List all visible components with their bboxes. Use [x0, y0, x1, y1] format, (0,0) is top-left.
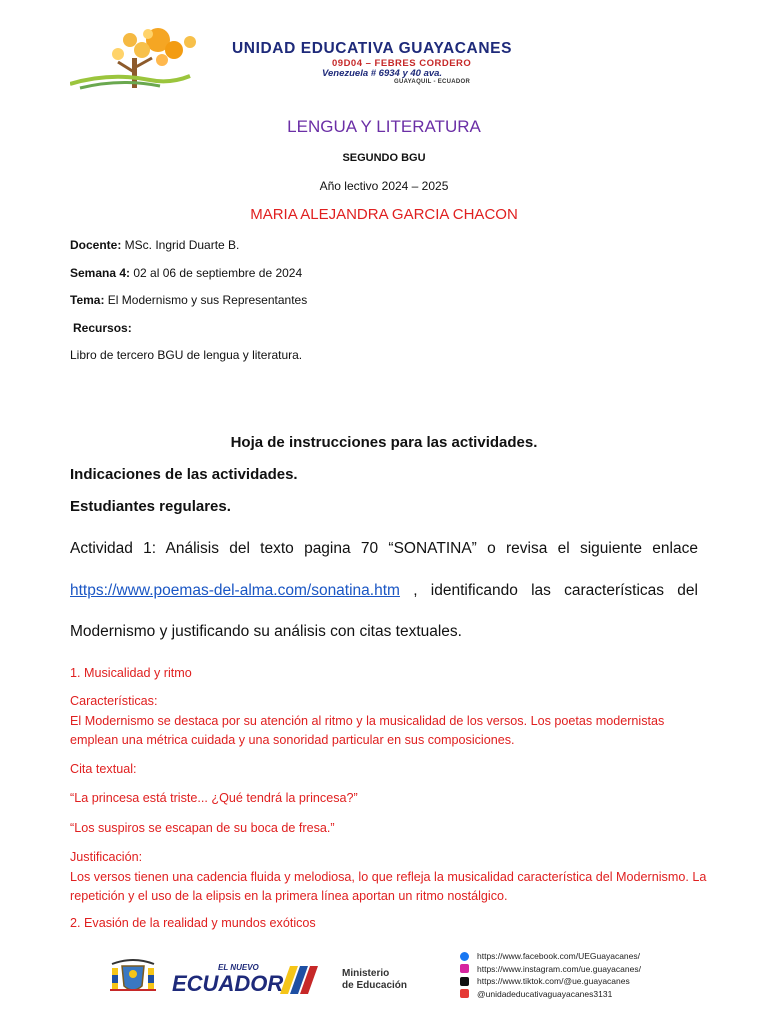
- justification-block: [70, 848, 710, 907]
- sonatina-link[interactable]: https://www.poemas-del-alma.com/sonatina.htm: [70, 581, 400, 599]
- social-links: [460, 950, 700, 1000]
- school-name: UNIDAD EDUCATIVA GUAYACANES: [232, 40, 513, 57]
- email-handle: @unidadeducativaguayacanes3131: [477, 988, 613, 999]
- indications-heading: Indicaciones de las actividades.: [70, 466, 298, 483]
- justification-text: Los versos tienen una cadencia fluida y melodiosa, lo que refleja la musicalidad característica del Modernismo. La repetición y el uso de la elipsis en la primera línea aportan un ritmo nostálgico.: [70, 869, 707, 903]
- facebook-url: https://www.facebook.com/UEGuayacanes/: [477, 951, 640, 962]
- topic-line: [70, 293, 307, 307]
- quote-1: “La princesa está triste... ¿Qué tendrá la princesa?”: [70, 791, 358, 805]
- activity-text-after: , identificando las características del Modernismo y justificando su análisis con citas textuales.: [70, 581, 698, 640]
- ministerio-line1: Ministerio: [342, 968, 390, 979]
- school-year: Año lectivo 2024 – 2025: [319, 179, 449, 193]
- letterhead-footer: [70, 946, 700, 1002]
- resources-book: Libro de tercero BGU de lengua y literatura.: [70, 348, 303, 362]
- topic-value: El Modernismo y sus Representantes: [104, 293, 308, 307]
- week-line: [70, 266, 302, 280]
- coat-of-arms-icon: [108, 958, 158, 996]
- tiktok-url: https://www.tiktok.com/@ue.guayacanes: [477, 976, 630, 987]
- resources-label: Recursos:: [73, 321, 132, 335]
- facebook-icon: [460, 952, 469, 961]
- section-1-title: 1. Musicalidad y ritmo: [70, 666, 192, 680]
- topic-label: Tema:: [70, 293, 105, 307]
- instructions-title: Hoja de instrucciones para las actividades.: [230, 434, 538, 451]
- email-icon: [460, 989, 469, 998]
- resources-line: [73, 321, 132, 335]
- grade-label: SEGUNDO BGU: [342, 152, 426, 164]
- teacher-value: MSc. Ingrid Duarte B.: [121, 238, 240, 252]
- characteristics-label: Características:: [70, 694, 158, 708]
- justification-label: Justificación:: [70, 850, 143, 864]
- school-address: Venezuela # 6934 y 40 ava.: [322, 68, 443, 79]
- week-value: 02 al 06 de septiembre de 2024: [130, 266, 303, 280]
- quote-label: Cita textual:: [70, 762, 137, 776]
- ecuador-small-text: EL NUEVO: [218, 963, 259, 972]
- section-2-title: 2. Evasión de la realidad y mundos exóticos: [70, 916, 316, 930]
- social-row-email[interactable]: [460, 988, 700, 1001]
- instagram-icon: [460, 964, 469, 973]
- letterhead-header: [70, 28, 700, 88]
- activity-paragraph: [70, 528, 698, 653]
- quote-2: “Los suspiros se escapan de su boca de fresa.”: [70, 821, 335, 835]
- ministerio-logo: [342, 968, 407, 992]
- characteristics-block: [70, 692, 710, 751]
- tiktok-icon: [460, 977, 469, 986]
- school-district: 09D04 – FEBRES CORDERO: [332, 58, 472, 69]
- school-logo: [70, 28, 210, 90]
- ecuador-big-text: ECUADOR: [172, 971, 284, 996]
- social-row-tiktok[interactable]: [460, 975, 700, 988]
- social-row-facebook[interactable]: [460, 950, 700, 963]
- teacher-line: [70, 238, 239, 252]
- week-label: Semana 4:: [70, 266, 131, 280]
- school-city: GUAYAQUIL - ECUADOR: [394, 79, 471, 85]
- activity-text-before: Actividad 1: Análisis del texto pagina 70 “SONATINA” o revisa el siguiente enlace: [70, 540, 698, 557]
- student-name: MARIA ALEJANDRA GARCIA CHACON: [250, 206, 518, 223]
- ministerio-line2: de Educación: [342, 980, 408, 991]
- social-row-instagram[interactable]: [460, 963, 700, 976]
- teacher-label: Docente:: [70, 238, 122, 252]
- subject-title: LENGUA Y LITERATURA: [287, 117, 481, 136]
- instagram-url: https://www.instagram.com/ue.guayacanes/: [477, 963, 641, 974]
- el-nuevo-ecuador-logo: [170, 958, 330, 998]
- characteristics-text: El Modernismo se destaca por su atención al ritmo y la musicalidad de los versos. Los poetas modernistas emplean una métrica cuidada y una sonoridad particular en sus composiciones.: [70, 713, 665, 747]
- students-heading: Estudiantes regulares.: [70, 498, 231, 515]
